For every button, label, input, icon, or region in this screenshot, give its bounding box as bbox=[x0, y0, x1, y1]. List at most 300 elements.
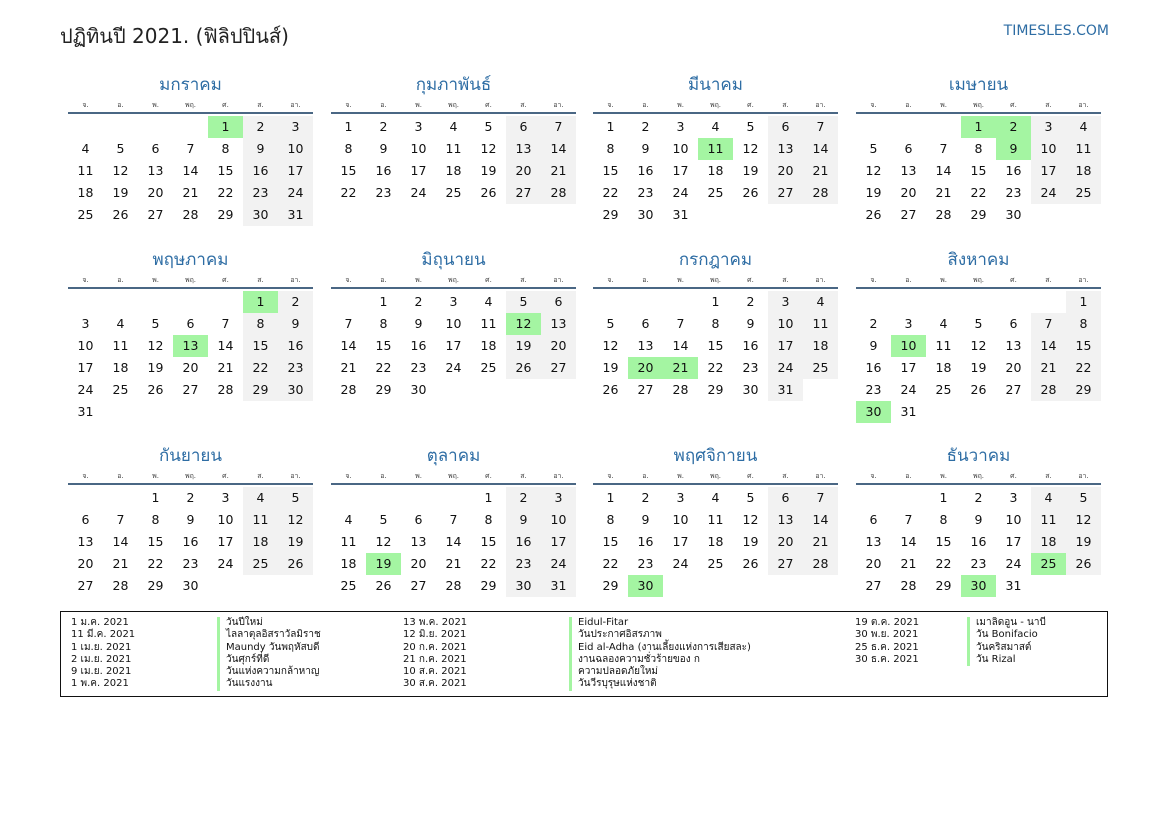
days-grid bbox=[593, 114, 838, 226]
weekend-day-cell: 26 bbox=[278, 553, 313, 575]
weekday-label: ศ. bbox=[747, 101, 754, 109]
day-cell: 22 bbox=[602, 556, 619, 571]
month-block bbox=[331, 72, 576, 204]
month-name: สิงหาคม bbox=[947, 250, 1010, 270]
weekday-label: ศ. bbox=[1010, 101, 1017, 109]
weekend-day-cell: 27 bbox=[768, 553, 803, 575]
weekend-day-cell: 13 bbox=[541, 313, 576, 335]
weekend-day-cell: 20 bbox=[506, 160, 541, 182]
weekday-header bbox=[331, 273, 576, 289]
day-cell: 6 bbox=[186, 316, 195, 331]
legend-date: 20 ก.ค. 2021 bbox=[403, 641, 467, 653]
day-cell: 26 bbox=[742, 556, 759, 571]
weekend-day-cell: 19 bbox=[506, 335, 541, 357]
days-grid bbox=[331, 485, 576, 597]
day-cell: 27 bbox=[182, 382, 199, 397]
day-cell: 16 bbox=[637, 534, 654, 549]
day-cell: 21 bbox=[182, 185, 199, 200]
day-cell: 12 bbox=[480, 141, 497, 156]
holiday-day-cell: 19 bbox=[366, 553, 401, 575]
day-cell: 15 bbox=[602, 163, 619, 178]
day-cell: 15 bbox=[970, 163, 987, 178]
weekend-day-cell: 2 bbox=[243, 116, 278, 138]
day-cell: 3 bbox=[81, 316, 90, 331]
day-cell: 5 bbox=[151, 316, 160, 331]
weekday-label: อา. bbox=[553, 472, 564, 480]
legend-date: 1 พ.ค. 2021 bbox=[71, 678, 129, 690]
day-cell: 16 bbox=[375, 163, 392, 178]
day-cell: 23 bbox=[970, 556, 987, 571]
weekday-label: พฤ. bbox=[972, 101, 985, 109]
day-cell: 25 bbox=[480, 360, 497, 375]
day-cell: 22 bbox=[602, 185, 619, 200]
day-cell: 6 bbox=[151, 141, 160, 156]
day-cell: 24 bbox=[77, 382, 94, 397]
day-cell: 29 bbox=[935, 578, 952, 593]
days-grid bbox=[68, 485, 313, 597]
weekday-label: จ. bbox=[870, 472, 877, 480]
weekend-day-cell: 28 bbox=[541, 182, 576, 204]
day-cell: 26 bbox=[147, 382, 164, 397]
page-title: ปฏิทินปี 2021. (ฟิลิปปินส์) bbox=[60, 24, 289, 48]
day-cell: 28 bbox=[935, 207, 952, 222]
weekend-day-cell: 4 bbox=[1066, 116, 1101, 138]
month-name: พฤษภาคม bbox=[152, 250, 229, 270]
weekend-day-cell: 7 bbox=[803, 116, 838, 138]
legend-date: 30 พ.ย. 2021 bbox=[855, 629, 919, 641]
weekday-label: ศ. bbox=[1010, 276, 1017, 284]
weekend-day-cell: 15 bbox=[1066, 335, 1101, 357]
weekend-day-cell: 26 bbox=[506, 357, 541, 379]
weekday-label: พฤ. bbox=[709, 276, 722, 284]
weekend-day-cell: 7 bbox=[803, 487, 838, 509]
day-cell: 16 bbox=[182, 534, 199, 549]
day-cell: 12 bbox=[742, 141, 759, 156]
weekend-day-cell: 19 bbox=[1066, 531, 1101, 553]
legend-holiday-name: วัน Rizal bbox=[967, 654, 1046, 666]
day-cell: 25 bbox=[707, 556, 724, 571]
legend-holiday-name: วันวีรบุรุษแห่งชาติ bbox=[569, 678, 751, 690]
weekend-day-cell: 23 bbox=[506, 553, 541, 575]
month-block bbox=[68, 72, 313, 226]
weekday-label: พ. bbox=[415, 276, 422, 284]
weekend-day-cell: 30 bbox=[243, 204, 278, 226]
weekend-day-cell: 31 bbox=[541, 575, 576, 597]
day-cell: 23 bbox=[1005, 185, 1022, 200]
day-cell: 28 bbox=[672, 382, 689, 397]
weekend-day-cell: 16 bbox=[278, 335, 313, 357]
holiday-day-cell: 1 bbox=[208, 116, 243, 138]
days-grid bbox=[68, 114, 313, 226]
legend-date: 30 ส.ค. 2021 bbox=[403, 678, 467, 690]
weekday-header bbox=[68, 98, 313, 114]
weekend-day-cell: 4 bbox=[1031, 487, 1066, 509]
legend-dates-2 bbox=[403, 617, 467, 691]
day-cell: 1 bbox=[151, 490, 160, 505]
weekday-label: จ. bbox=[870, 101, 877, 109]
day-cell: 10 bbox=[410, 141, 427, 156]
day-cell: 20 bbox=[410, 556, 427, 571]
weekday-label: จ. bbox=[82, 472, 89, 480]
weekday-label: ศ. bbox=[1010, 472, 1017, 480]
day-cell: 19 bbox=[742, 163, 759, 178]
weekday-label: อา. bbox=[553, 101, 564, 109]
day-cell: 3 bbox=[904, 316, 913, 331]
day-cell: 18 bbox=[112, 360, 129, 375]
weekend-day-cell: 11 bbox=[1031, 509, 1066, 531]
day-cell: 28 bbox=[182, 207, 199, 222]
day-cell: 30 bbox=[637, 207, 654, 222]
weekend-day-cell: 27 bbox=[541, 357, 576, 379]
day-cell: 1 bbox=[344, 119, 353, 134]
weekday-header bbox=[68, 469, 313, 485]
day-cell: 3 bbox=[221, 490, 230, 505]
weekend-day-cell: 14 bbox=[803, 138, 838, 160]
day-cell: 3 bbox=[676, 490, 685, 505]
day-cell: 8 bbox=[606, 141, 615, 156]
holiday-legend bbox=[60, 611, 1108, 697]
day-cell: 29 bbox=[970, 207, 987, 222]
day-cell: 1 bbox=[711, 294, 720, 309]
day-cell: 22 bbox=[707, 360, 724, 375]
legend-date: 9 เม.ย. 2021 bbox=[71, 666, 132, 678]
weekend-day-cell: 21 bbox=[541, 160, 576, 182]
day-cell: 5 bbox=[379, 512, 388, 527]
weekend-day-cell: 17 bbox=[541, 531, 576, 553]
month-name: กุมภาพันธ์ bbox=[415, 75, 492, 95]
weekend-day-cell: 25 bbox=[803, 357, 838, 379]
weekend-day-cell: 28 bbox=[803, 182, 838, 204]
day-cell: 25 bbox=[112, 382, 129, 397]
day-cell: 24 bbox=[410, 185, 427, 200]
weekday-label: อ. bbox=[905, 101, 912, 109]
day-cell: 8 bbox=[939, 512, 948, 527]
legend-holiday-name: ความปลอดภัยใหม่ bbox=[569, 666, 751, 678]
day-cell: 23 bbox=[865, 382, 882, 397]
weekday-label: อา. bbox=[815, 101, 826, 109]
legend-date: 11 มี.ค. 2021 bbox=[71, 629, 136, 641]
legend-date: 30 ธ.ค. 2021 bbox=[855, 653, 919, 665]
day-cell: 15 bbox=[340, 163, 357, 178]
day-cell: 16 bbox=[970, 534, 987, 549]
weekday-label: ศ. bbox=[485, 101, 492, 109]
day-cell: 14 bbox=[900, 534, 917, 549]
weekday-label: อ. bbox=[117, 472, 124, 480]
days-grid bbox=[856, 289, 1101, 423]
day-cell: 26 bbox=[480, 185, 497, 200]
day-cell: 20 bbox=[900, 185, 917, 200]
day-cell: 11 bbox=[340, 534, 357, 549]
weekday-header bbox=[331, 98, 576, 114]
weekday-label: ศ. bbox=[747, 472, 754, 480]
day-cell: 15 bbox=[935, 534, 952, 549]
weekday-label: พฤ. bbox=[709, 101, 722, 109]
weekend-day-cell: 12 bbox=[1066, 509, 1101, 531]
weekday-label: จ. bbox=[345, 276, 352, 284]
weekend-day-cell: 1 bbox=[1066, 291, 1101, 313]
weekend-day-cell: 29 bbox=[1066, 379, 1101, 401]
weekday-label: อ. bbox=[117, 276, 124, 284]
weekend-day-cell: 9 bbox=[506, 509, 541, 531]
weekend-day-cell: 23 bbox=[278, 357, 313, 379]
day-cell: 9 bbox=[746, 316, 755, 331]
month-name: มกราคม bbox=[159, 75, 222, 95]
legend-holiday-name: Eid al-Adha (งานเลี้ยงแห่งการเสียสละ) bbox=[569, 642, 751, 654]
weekend-day-cell: 17 bbox=[278, 160, 313, 182]
weekend-day-cell: 3 bbox=[1031, 116, 1066, 138]
day-cell: 4 bbox=[939, 316, 948, 331]
day-cell: 30 bbox=[182, 578, 199, 593]
weekday-label: ส. bbox=[257, 101, 264, 109]
weekend-day-cell: 6 bbox=[506, 116, 541, 138]
day-cell: 7 bbox=[904, 512, 913, 527]
legend-date: 25 ธ.ค. 2021 bbox=[855, 641, 919, 653]
day-cell: 31 bbox=[1005, 578, 1022, 593]
weekday-label: ส. bbox=[520, 101, 527, 109]
weekday-label: ส. bbox=[1045, 101, 1052, 109]
day-cell: 1 bbox=[939, 490, 948, 505]
weekend-day-cell: 9 bbox=[243, 138, 278, 160]
holiday-day-cell: 11 bbox=[698, 138, 733, 160]
legend-holiday-name: วันประกาศอิสรภาพ bbox=[569, 629, 751, 641]
weekday-label: อา. bbox=[290, 276, 301, 284]
day-cell: 9 bbox=[641, 141, 650, 156]
day-cell: 7 bbox=[676, 316, 685, 331]
weekday-label: พฤ. bbox=[709, 472, 722, 480]
day-cell: 16 bbox=[865, 360, 882, 375]
legend-names-1 bbox=[217, 617, 321, 691]
weekday-label: อา. bbox=[1078, 276, 1089, 284]
days-grid bbox=[331, 289, 576, 401]
day-cell: 31 bbox=[77, 404, 94, 419]
day-cell: 4 bbox=[711, 119, 720, 134]
day-cell: 12 bbox=[375, 534, 392, 549]
days-grid bbox=[593, 289, 838, 401]
weekend-day-cell: 3 bbox=[768, 291, 803, 313]
legend-dates-3 bbox=[855, 617, 919, 666]
day-cell: 29 bbox=[602, 207, 619, 222]
day-cell: 17 bbox=[410, 163, 427, 178]
weekend-day-cell: 24 bbox=[278, 182, 313, 204]
day-cell: 15 bbox=[707, 338, 724, 353]
legend-date: 19 ต.ค. 2021 bbox=[855, 617, 920, 628]
weekday-label: ส. bbox=[1045, 276, 1052, 284]
month-block bbox=[68, 247, 313, 423]
day-cell: 1 bbox=[484, 490, 493, 505]
weekday-label: อา. bbox=[290, 101, 301, 109]
day-cell: 7 bbox=[186, 141, 195, 156]
month-block bbox=[593, 443, 838, 597]
weekend-day-cell: 3 bbox=[541, 487, 576, 509]
day-cell: 27 bbox=[1005, 382, 1022, 397]
holiday-day-cell: 2 bbox=[996, 116, 1031, 138]
weekend-day-cell: 6 bbox=[768, 487, 803, 509]
weekend-day-cell: 21 bbox=[803, 531, 838, 553]
day-cell: 4 bbox=[344, 512, 353, 527]
day-cell: 25 bbox=[445, 185, 462, 200]
days-grid bbox=[856, 485, 1101, 597]
day-cell: 2 bbox=[746, 294, 755, 309]
days-grid bbox=[593, 485, 838, 597]
day-cell: 25 bbox=[935, 382, 952, 397]
month-name: ตุลาคม bbox=[426, 446, 481, 466]
weekday-header bbox=[68, 273, 313, 289]
weekday-label: อา. bbox=[1078, 472, 1089, 480]
day-cell: 11 bbox=[77, 163, 94, 178]
holiday-day-cell: 25 bbox=[1031, 553, 1066, 575]
weekend-day-cell: 30 bbox=[278, 379, 313, 401]
day-cell: 31 bbox=[900, 404, 917, 419]
weekend-day-cell: 13 bbox=[506, 138, 541, 160]
month-name: กันยายน bbox=[158, 446, 222, 466]
legend-date: 1 ม.ค. 2021 bbox=[71, 617, 129, 628]
site-link[interactable]: TIMESLES.COM bbox=[1003, 23, 1109, 39]
day-cell: 10 bbox=[672, 141, 689, 156]
day-cell: 27 bbox=[900, 207, 917, 222]
weekend-day-cell: 11 bbox=[1066, 138, 1101, 160]
weekday-label: พฤ. bbox=[447, 101, 460, 109]
weekend-day-cell: 31 bbox=[278, 204, 313, 226]
day-cell: 20 bbox=[1005, 360, 1022, 375]
day-cell: 9 bbox=[379, 141, 388, 156]
day-cell: 5 bbox=[116, 141, 125, 156]
weekday-label: จ. bbox=[607, 472, 614, 480]
legend-holiday-name: วันแรงงาน bbox=[217, 678, 321, 690]
day-cell: 19 bbox=[112, 185, 129, 200]
weekend-day-cell: 14 bbox=[803, 509, 838, 531]
weekend-day-cell: 24 bbox=[768, 357, 803, 379]
month-name: เมษายน bbox=[948, 75, 1009, 95]
weekend-day-cell: 12 bbox=[278, 509, 313, 531]
day-cell: 12 bbox=[112, 163, 129, 178]
weekend-day-cell: 17 bbox=[1031, 160, 1066, 182]
days-grid bbox=[68, 289, 313, 423]
month-block bbox=[331, 443, 576, 597]
day-cell: 3 bbox=[1009, 490, 1018, 505]
day-cell: 6 bbox=[869, 512, 878, 527]
legend-date: 13 พ.ค. 2021 bbox=[403, 617, 468, 628]
day-cell: 17 bbox=[217, 534, 234, 549]
day-cell: 4 bbox=[449, 119, 458, 134]
holiday-day-cell: 12 bbox=[506, 313, 541, 335]
weekday-label: พ. bbox=[677, 472, 684, 480]
weekend-day-cell: 2 bbox=[506, 487, 541, 509]
day-cell: 21 bbox=[217, 360, 234, 375]
day-cell: 5 bbox=[746, 490, 755, 505]
weekend-day-cell: 11 bbox=[803, 313, 838, 335]
month-name: ธันวาคม bbox=[946, 446, 1011, 466]
day-cell: 17 bbox=[672, 534, 689, 549]
day-cell: 9 bbox=[186, 512, 195, 527]
day-cell: 5 bbox=[746, 119, 755, 134]
day-cell: 14 bbox=[112, 534, 129, 549]
weekend-day-cell: 13 bbox=[768, 138, 803, 160]
day-cell: 16 bbox=[637, 163, 654, 178]
day-cell: 12 bbox=[865, 163, 882, 178]
day-cell: 14 bbox=[935, 163, 952, 178]
month-name: กรกฎาคม bbox=[678, 250, 753, 270]
weekend-day-cell: 22 bbox=[243, 357, 278, 379]
weekend-day-cell: 17 bbox=[768, 335, 803, 357]
weekend-day-cell: 9 bbox=[278, 313, 313, 335]
weekday-label: ส. bbox=[782, 472, 789, 480]
day-cell: 10 bbox=[1005, 512, 1022, 527]
day-cell: 2 bbox=[414, 294, 423, 309]
weekday-label: พ. bbox=[940, 101, 947, 109]
weekend-day-cell: 25 bbox=[1066, 182, 1101, 204]
day-cell: 28 bbox=[340, 382, 357, 397]
holiday-day-cell: 20 bbox=[628, 357, 663, 379]
legend-date: 10 ส.ค. 2021 bbox=[403, 666, 467, 678]
day-cell: 5 bbox=[484, 119, 493, 134]
weekday-header bbox=[856, 273, 1101, 289]
day-cell: 27 bbox=[637, 382, 654, 397]
day-cell: 22 bbox=[340, 185, 357, 200]
legend-date: 2 เม.ย. 2021 bbox=[71, 653, 132, 665]
day-cell: 24 bbox=[672, 185, 689, 200]
legend-dates-1 bbox=[71, 617, 135, 691]
day-cell: 15 bbox=[602, 534, 619, 549]
day-cell: 15 bbox=[480, 534, 497, 549]
legend-holiday-name: วันแห่งความกล้าหาญ bbox=[217, 666, 321, 678]
weekday-label: อา. bbox=[815, 472, 826, 480]
day-cell: 26 bbox=[375, 578, 392, 593]
month-name: พฤศจิกายน bbox=[673, 446, 758, 466]
day-cell: 25 bbox=[340, 578, 357, 593]
weekend-day-cell: 8 bbox=[243, 313, 278, 335]
weekday-header bbox=[593, 469, 838, 485]
weekend-day-cell: 27 bbox=[768, 182, 803, 204]
day-cell: 25 bbox=[77, 207, 94, 222]
day-cell: 17 bbox=[445, 338, 462, 353]
legend-date: 21 ก.ค. 2021 bbox=[403, 653, 467, 665]
weekend-day-cell: 10 bbox=[768, 313, 803, 335]
day-cell: 17 bbox=[900, 360, 917, 375]
legend-holiday-name: วันปีใหม่ bbox=[217, 617, 321, 629]
day-cell: 18 bbox=[707, 163, 724, 178]
weekday-label: ส. bbox=[520, 472, 527, 480]
weekday-label: พ. bbox=[940, 276, 947, 284]
day-cell: 4 bbox=[484, 294, 493, 309]
weekend-day-cell: 3 bbox=[278, 116, 313, 138]
weekend-day-cell: 18 bbox=[1031, 531, 1066, 553]
day-cell: 28 bbox=[900, 578, 917, 593]
weekday-header bbox=[593, 98, 838, 114]
day-cell: 29 bbox=[480, 578, 497, 593]
weekday-label: พ. bbox=[677, 101, 684, 109]
day-cell: 31 bbox=[672, 207, 689, 222]
weekday-label: พ. bbox=[152, 472, 159, 480]
day-cell: 2 bbox=[186, 490, 195, 505]
day-cell: 4 bbox=[81, 141, 90, 156]
day-cell: 6 bbox=[904, 141, 913, 156]
weekend-day-cell: 24 bbox=[541, 553, 576, 575]
day-cell: 3 bbox=[414, 119, 423, 134]
weekday-label: อ. bbox=[380, 101, 387, 109]
weekday-label: จ. bbox=[345, 101, 352, 109]
day-cell: 27 bbox=[410, 578, 427, 593]
day-cell: 30 bbox=[410, 382, 427, 397]
day-cell: 24 bbox=[445, 360, 462, 375]
weekday-label: อ. bbox=[642, 101, 649, 109]
weekday-label: อา. bbox=[553, 276, 564, 284]
day-cell: 1 bbox=[606, 119, 615, 134]
weekday-label: ส. bbox=[1045, 472, 1052, 480]
weekend-day-cell: 29 bbox=[243, 379, 278, 401]
day-cell: 22 bbox=[970, 185, 987, 200]
day-cell: 5 bbox=[869, 141, 878, 156]
day-cell: 9 bbox=[641, 512, 650, 527]
